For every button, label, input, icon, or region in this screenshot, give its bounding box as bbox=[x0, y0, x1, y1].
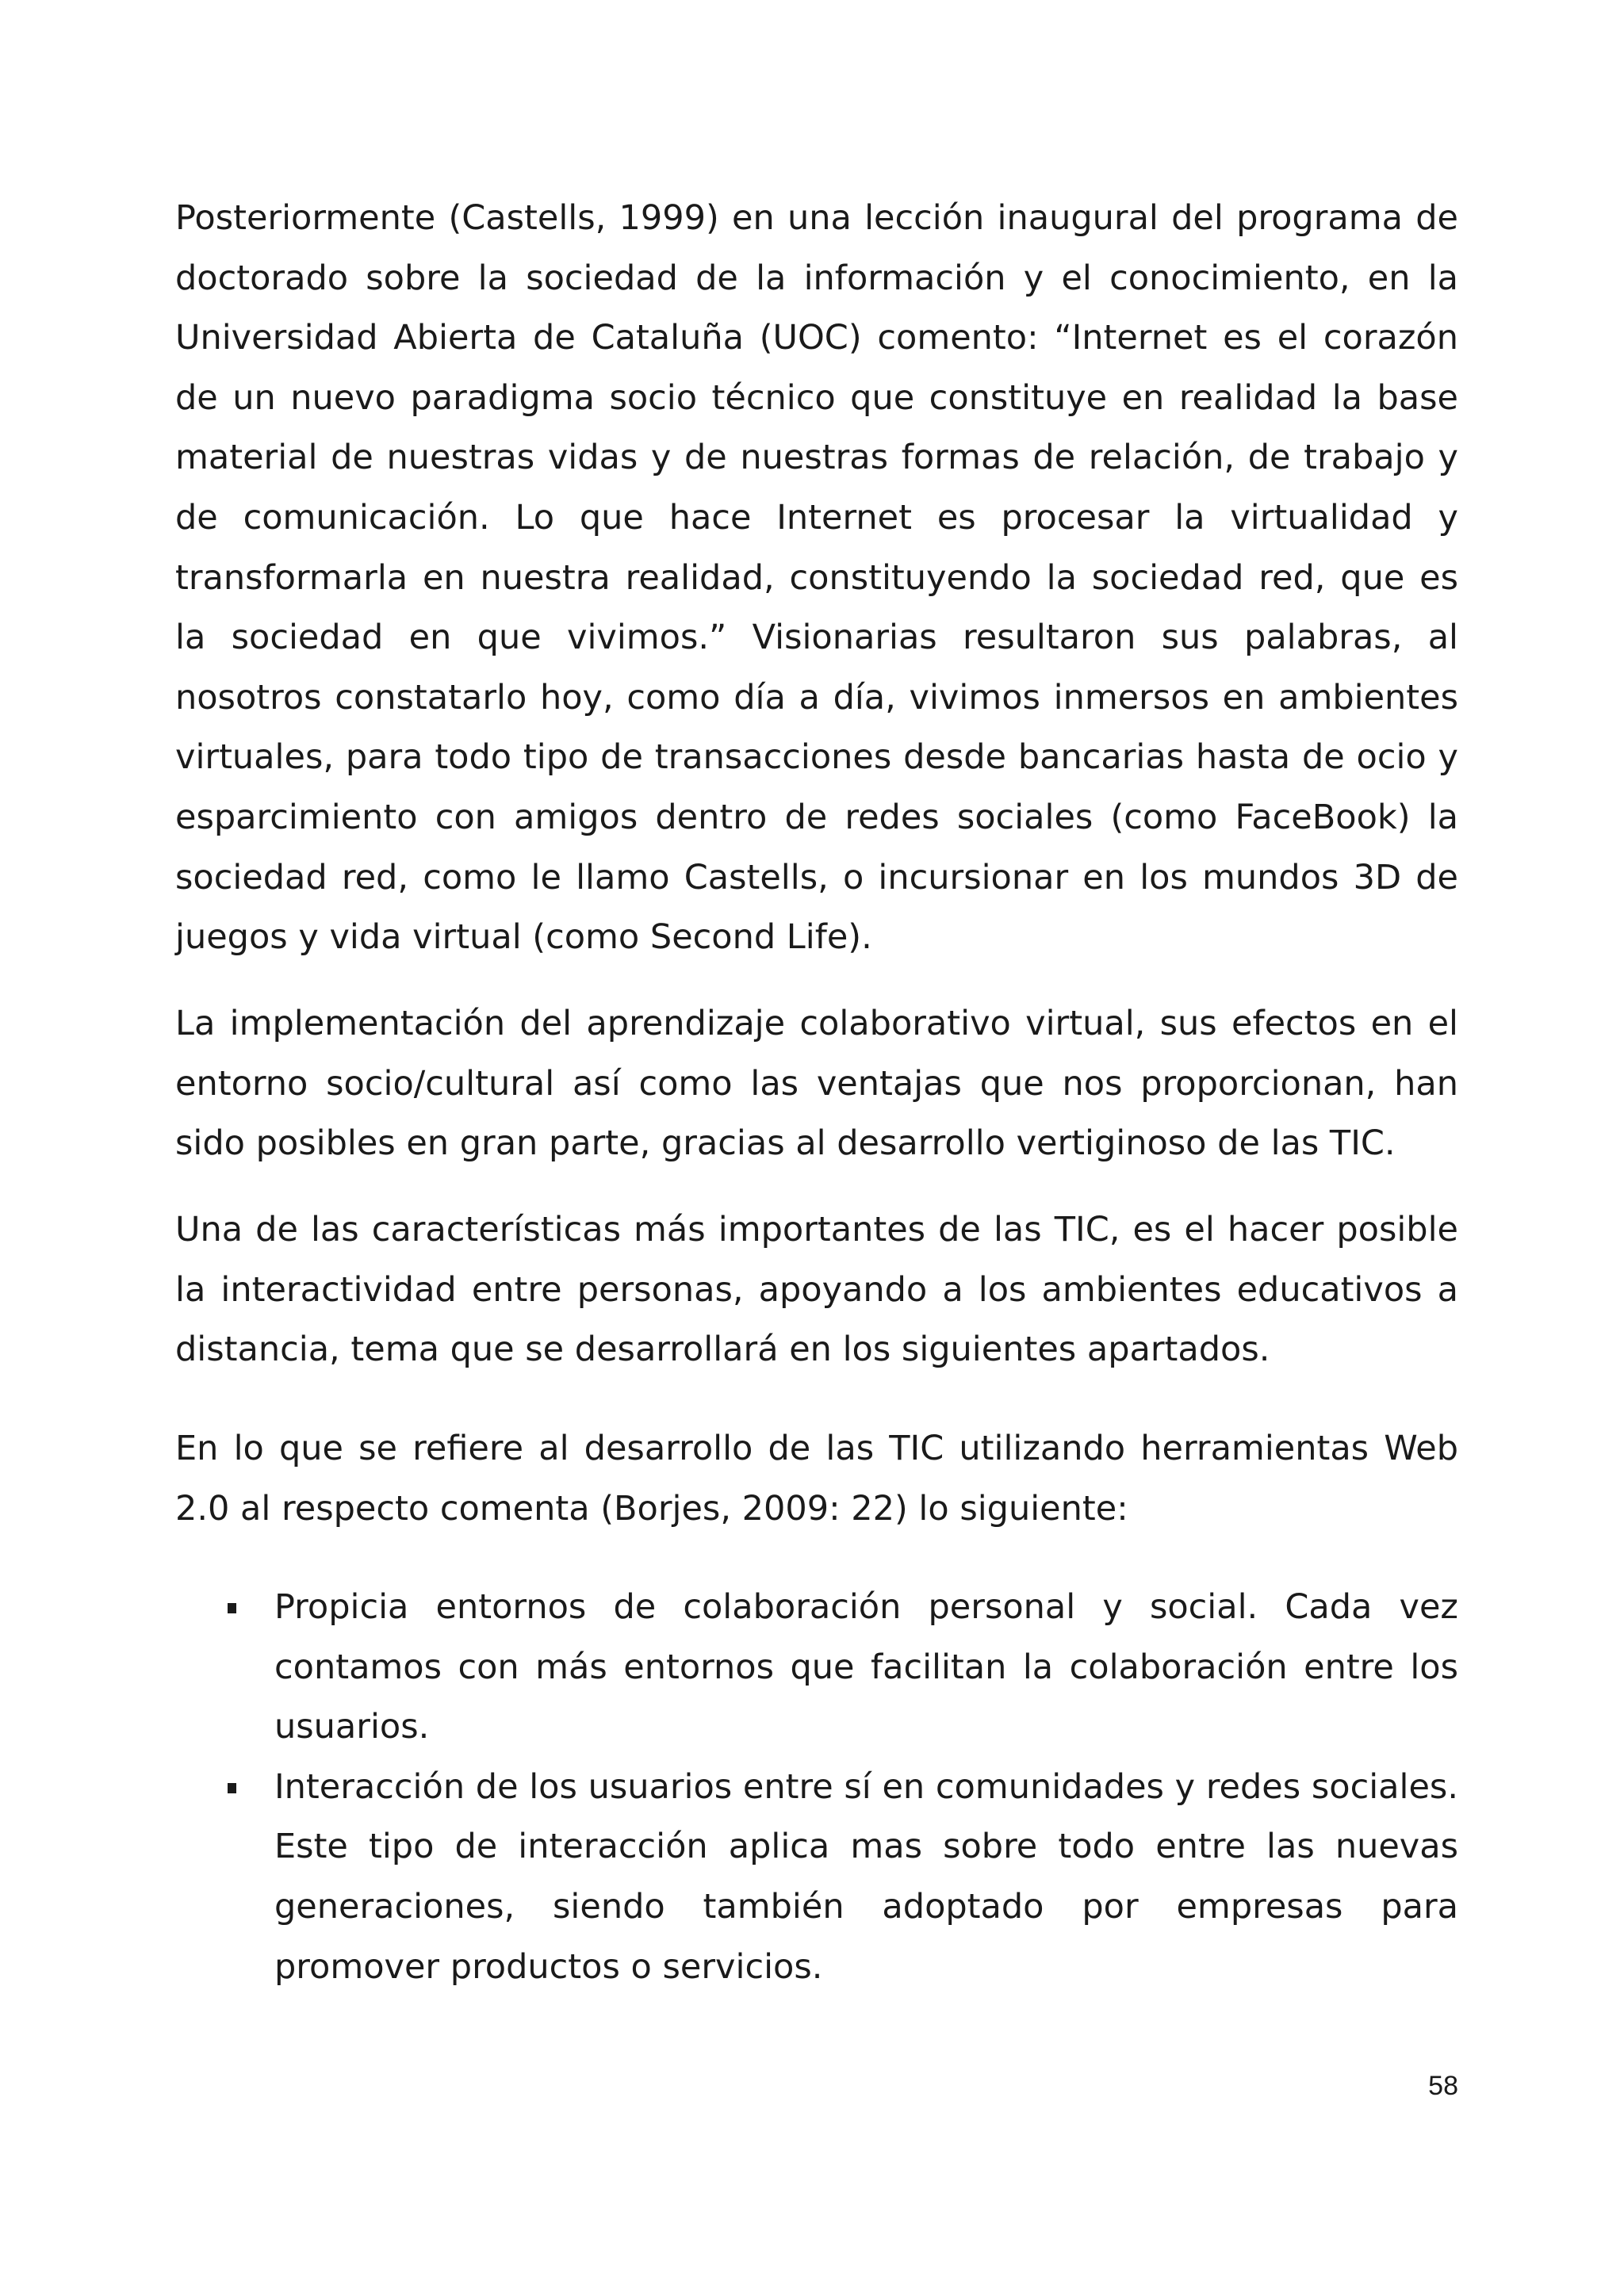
list-item bbox=[175, 1578, 1458, 1758]
paragraph-collaborative-learning: La implementación del aprendizaje colaborativo virtual, sus efectos en el entorno socio/cultural así como las ventajas que nos proporcionan, han sido posibles en gran parte, gracias al desarrollo vertiginoso de las TIC. bbox=[175, 1004, 1458, 1164]
paragraph-castells-quote: Posteriormente (Castells, 1999) en una lección inaugural del programa de doctorado sobre la sociedad de la información y el conocimiento, en la Universidad Abierta de Cataluña (UOC) comento: “Internet es el corazón de un nuevo paradigma socio técnico que constituye en realidad la base material de nuestras vidas y de nuestras formas de relación, de trabajo y de comunicación. Lo que hace Internet es procesar la virtualidad y transformarla en nuestra realidad, constituyendo la sociedad red, que es la sociedad en que vivimos.” Visionarias resultaron sus palabras, al nosotros constatarlo hoy, como día a día, vivimos inmersos en ambientes virtuales, para todo tipo de transacciones desde bancarias hasta de ocio y esparcimiento con amigos dentro de redes sociales (como FaceBook) la sociedad red, como le llamo Castells, o incursionar en los mundos 3D de juegos y vida virtual (como Second Life). bbox=[175, 198, 1458, 958]
paragraph-tic-characteristics: Una de las características más importantes de las TIC, es el hacer posible la interactividad entre personas, apoyando a los ambientes educativos a distancia, tema que se desarrollará en los siguientes apartados. bbox=[175, 1210, 1458, 1370]
list-item bbox=[175, 1758, 1458, 1997]
list-item-text: Propicia entornos de colaboración personal y social. Cada vez contamos con más entornos que facilitan la colaboración entre los usuarios. bbox=[274, 1587, 1458, 1747]
square-bullet-icon bbox=[228, 1783, 236, 1793]
paragraph-web20-intro: En lo que se refiere al desarrollo de las TIC utilizando herramientas Web 2.0 al respecto comenta (Borjes, 2009: 22) lo siguiente: bbox=[175, 1429, 1458, 1529]
list-item-text: Interacción de los usuarios entre sí en comunidades y redes sociales. Este tipo de interacción aplica mas sobre todo entre las nuevas generaciones, siendo también adoptado por empresas para promover productos o servicios. bbox=[274, 1766, 1458, 1987]
square-bullet-icon bbox=[228, 1603, 236, 1613]
web20-bullet-list bbox=[175, 1578, 1458, 1997]
page-number: 58 bbox=[1428, 2071, 1458, 2101]
